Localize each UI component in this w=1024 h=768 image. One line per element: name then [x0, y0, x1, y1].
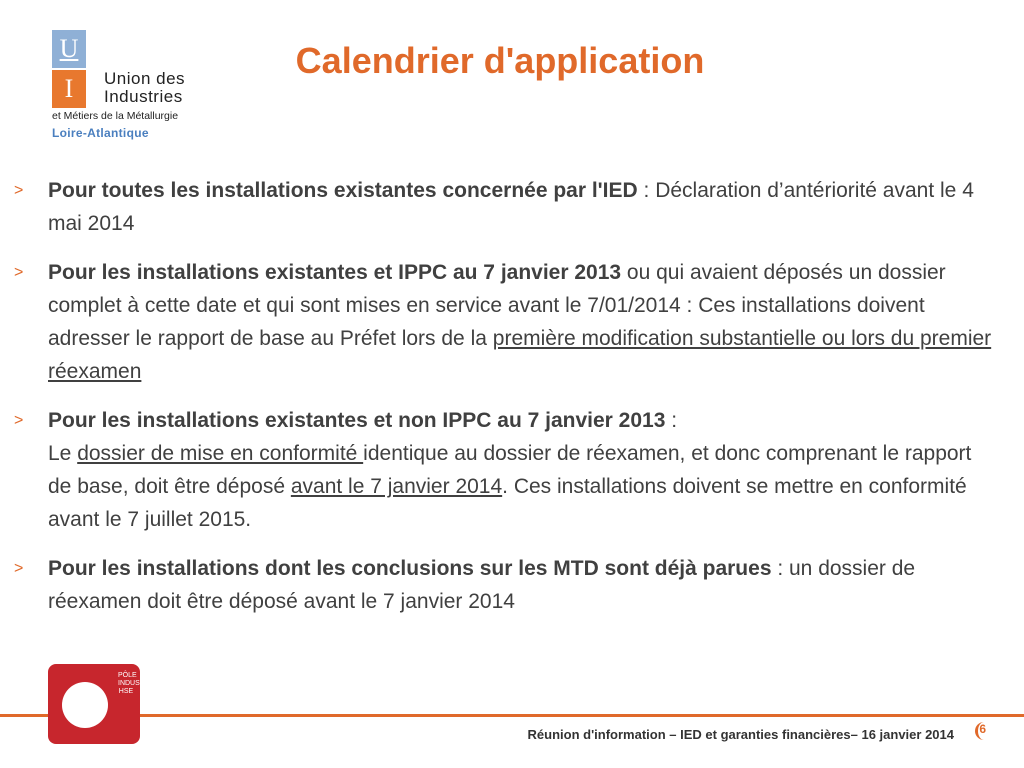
bullet-item	[14, 174, 994, 240]
bullet-text: : Déclaration d’antériorité avant le 4 mai 2014	[48, 179, 974, 235]
bullet-bold-text: Pour les installations existantes et non IPPC au 7 janvier 2013	[48, 409, 666, 432]
logo-letter-u: U	[52, 30, 86, 68]
bullet-underlined-text: première modification substantielle ou lors du premier réexamen	[48, 327, 992, 383]
bullet-marker: >	[14, 264, 24, 281]
bullet-marker: >	[14, 412, 24, 429]
slide-content	[14, 174, 994, 634]
bullet-text: . Ces installations doivent se mettre en conformité avant le 7 juillet 2015.	[48, 475, 967, 531]
bullet-item	[14, 552, 994, 618]
bullet-bold-text: Pour les installations dont les conclusions sur les MTD sont déjà parues	[48, 557, 772, 580]
bullet-bold-text: Pour toutes les installations existantes concernée par l'IED	[48, 179, 638, 202]
page-number: 6	[979, 722, 986, 736]
bullet-marker: >	[14, 182, 24, 199]
bullet-marker: >	[14, 560, 24, 577]
logo-region: Loire-Atlantique	[52, 126, 149, 140]
logo-name-line2: Industries	[104, 87, 183, 106]
bullet-text: identique au dossier de réexamen, et donc comprenant le rapport de base, doit être déposé	[48, 442, 972, 498]
bullet-bold-text: Pour les installations existantes et IPPC au 7 janvier 2013	[48, 261, 622, 284]
logo-subtitle: et Métiers de la Métallurgie	[52, 110, 179, 122]
bullet-text: Le	[48, 442, 78, 465]
bullet-text: :	[665, 409, 678, 432]
helmet-icon	[62, 682, 108, 728]
bullet-text: : un dossier de réexamen doit être déposé avant le 7 janvier 2014	[48, 557, 916, 613]
slide-title: Calendrier d'application	[295, 40, 705, 81]
logo-name-line1: Union des	[104, 69, 186, 88]
pole-hse-badge	[48, 664, 160, 744]
logo-letter-i: I	[52, 70, 86, 108]
badge-label: PÔLE INDUSTRIEL HSE	[118, 672, 160, 695]
bullet-item	[14, 404, 994, 536]
footer-caption: Réunion d'information – IED et garanties financières– 16 janvier 2014	[527, 727, 954, 742]
footer-divider	[0, 714, 1024, 717]
bullet-text: ou qui avaient déposés un dossier complet à cette date et qui sont mises en service avant le 7/01/2014 : Ces installations doivent adresser le rapport de base au Préfet lors de la	[48, 261, 946, 350]
bullet-underlined-text: avant le 7 janvier 2014	[290, 475, 503, 498]
bullet-item	[14, 256, 994, 388]
bullet-underlined-text: dossier de mise en conformité	[77, 442, 364, 465]
